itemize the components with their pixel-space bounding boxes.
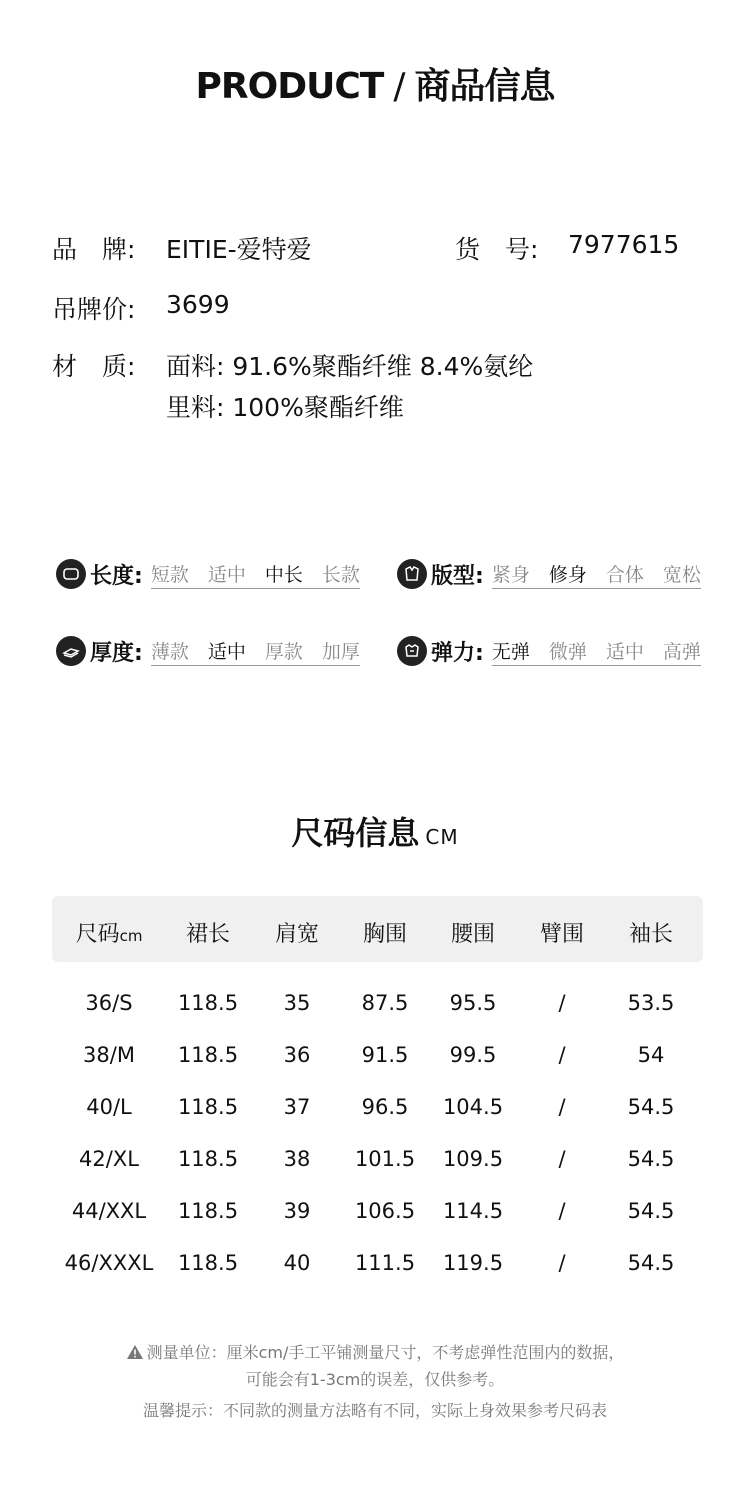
table-cell: 39 <box>283 1199 311 1223</box>
option-selected: 适中 <box>207 640 246 663</box>
table-cell: 118.5 <box>177 1251 239 1275</box>
table-cell: 118.5 <box>177 1147 239 1171</box>
option: 短款 <box>150 563 189 586</box>
table-cell: 36 <box>283 1043 311 1067</box>
table-cell: 54.5 <box>627 1147 675 1171</box>
attr-elasticity-name: 弹力: <box>431 640 484 666</box>
title-english: PRODUCT <box>195 66 384 107</box>
table-header-cell <box>427 917 519 948</box>
attr-thickness-name: 厚度: <box>90 640 143 666</box>
attr-fit-name: 版型: <box>431 563 484 589</box>
table-cell: 96.5 <box>361 1095 409 1119</box>
table-header-label: 臂围 <box>539 922 584 947</box>
brand-label: 品 牌: <box>52 235 136 264</box>
option-selected: 修身 <box>548 563 587 586</box>
note-text-1: 测量单位：厘米cm/手工平铺测量尺寸，不考虑弹性范围内的数据， <box>146 1343 625 1362</box>
note-line-1 <box>0 1340 750 1363</box>
attr-elasticity-options <box>492 637 701 666</box>
option: 高弹 <box>662 640 701 663</box>
table-header-label: 裙长 <box>185 922 230 947</box>
table-header-cell <box>251 917 343 948</box>
table-cell: / <box>558 991 566 1015</box>
size-section-title <box>0 808 750 854</box>
table-cell: 109.5 <box>442 1147 504 1171</box>
table-cell: 91.5 <box>361 1043 409 1067</box>
table-cell: 119.5 <box>442 1251 504 1275</box>
option: 微弹 <box>548 640 587 663</box>
table-cell: 106.5 <box>354 1199 416 1223</box>
fabric-thickness-icon <box>56 636 86 666</box>
table-header-unit: cm <box>119 927 143 945</box>
option: 适中 <box>207 563 246 586</box>
attr-length <box>56 556 360 592</box>
option-selected: 中长 <box>264 563 303 586</box>
page-title <box>0 58 750 109</box>
table-header-label: 尺码 <box>75 922 120 947</box>
table-cell: 40 <box>283 1251 311 1275</box>
option: 紧身 <box>491 563 530 586</box>
table-cell: 36/S <box>85 991 133 1015</box>
note-line-2: 可能会有1-3cm的误差，仅供参考。 <box>245 1370 505 1389</box>
code-label: 货 号: <box>455 235 539 264</box>
warning-icon <box>126 1344 144 1360</box>
table-header-cell <box>339 917 431 948</box>
table-header-label: 袖长 <box>628 922 673 947</box>
table-cell: / <box>558 1199 566 1223</box>
table-cell: 53.5 <box>627 991 675 1015</box>
attr-length-options <box>151 560 360 589</box>
table-cell: 95.5 <box>449 991 497 1015</box>
attr-thickness-options <box>151 637 360 666</box>
option: 厚款 <box>264 640 303 663</box>
table-cell: 118.5 <box>177 991 239 1015</box>
table-header-label: 肩宽 <box>274 922 319 947</box>
table-cell: 54.5 <box>627 1251 675 1275</box>
code-value: 7977615 <box>568 230 680 259</box>
material-line-1: 面料: 91.6%聚酯纤维 8.4%氨纶 <box>166 352 534 381</box>
option-selected: 无弹 <box>491 640 530 663</box>
table-header-cell <box>605 917 697 948</box>
price-value: 3699 <box>166 290 230 319</box>
size-title-unit: CM <box>425 825 459 849</box>
attr-fit <box>397 556 701 592</box>
material-line-2: 里料: 100%聚酯纤维 <box>166 393 404 422</box>
table-cell: 37 <box>283 1095 311 1119</box>
table-header-cell <box>162 917 254 948</box>
option: 合体 <box>605 563 644 586</box>
table-cell: 40/L <box>86 1095 132 1119</box>
table-cell: 118.5 <box>177 1043 239 1067</box>
table-cell: / <box>558 1095 566 1119</box>
table-cell: 54 <box>637 1043 665 1067</box>
table-cell: 46/XXXL <box>64 1251 154 1275</box>
elasticity-icon <box>397 636 427 666</box>
table-header-label: 胸围 <box>362 922 407 947</box>
attr-elasticity <box>397 633 701 669</box>
table-cell: / <box>558 1043 566 1067</box>
title-separator: / <box>393 66 405 107</box>
table-cell: 38 <box>283 1147 311 1171</box>
table-cell: / <box>558 1147 566 1171</box>
table-cell: 44/XXL <box>71 1199 147 1223</box>
table-cell: 54.5 <box>627 1095 675 1119</box>
skirt-length-icon <box>56 559 86 589</box>
table-cell: 54.5 <box>627 1199 675 1223</box>
option: 薄款 <box>150 640 189 663</box>
title-chinese: 商品信息 <box>414 66 555 107</box>
table-cell: 111.5 <box>354 1251 416 1275</box>
option: 适中 <box>605 640 644 663</box>
material-label: 材 质: <box>52 352 136 381</box>
option: 加厚 <box>321 640 360 663</box>
table-cell: 114.5 <box>442 1199 504 1223</box>
price-label: 吊牌价: <box>52 295 136 324</box>
table-cell: 101.5 <box>354 1147 416 1171</box>
attr-fit-options <box>492 560 701 589</box>
table-cell: 38/M <box>83 1043 135 1067</box>
table-header-label: 腰围 <box>450 922 495 947</box>
attr-length-name: 长度: <box>90 563 143 589</box>
size-title-text: 尺码信息 <box>291 814 420 852</box>
table-header-cell <box>516 917 608 948</box>
attr-thickness <box>56 633 360 669</box>
table-cell: 104.5 <box>442 1095 504 1119</box>
table-cell: 118.5 <box>177 1199 239 1223</box>
table-cell: 118.5 <box>177 1095 239 1119</box>
table-cell: 35 <box>283 991 311 1015</box>
brand-value: EITIE-爱特爱 <box>166 235 312 264</box>
table-cell: 42/XL <box>79 1147 139 1171</box>
option: 长款 <box>321 563 360 586</box>
table-cell: 99.5 <box>449 1043 497 1067</box>
table-header-cell <box>63 917 155 948</box>
table-cell: 87.5 <box>361 991 409 1015</box>
note-line-3: 温馨提示：不同款的测量方法略有不同，实际上身效果参考尺码表 <box>142 1401 607 1420</box>
option: 宽松 <box>662 563 701 586</box>
table-cell: / <box>558 1251 566 1275</box>
fit-shape-icon <box>397 559 427 589</box>
